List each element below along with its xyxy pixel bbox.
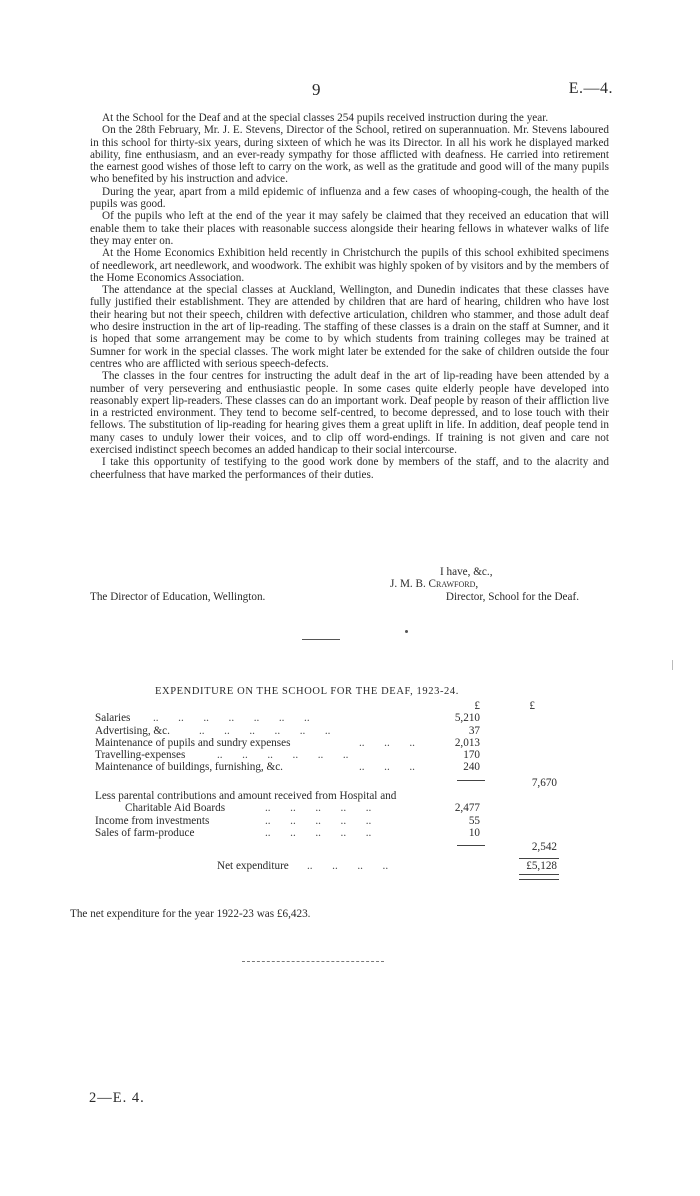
column-header: £ [529,700,535,712]
subtotal-row [95,774,565,789]
table-row [95,815,565,827]
page-number: 9 [312,80,321,99]
leader-dots: .. .. .. .. .. [265,826,372,839]
double-rule [519,874,559,880]
table-row [95,802,565,814]
net-total: £5,128 [526,859,557,872]
closing-row [90,591,609,603]
leader-dots: .. .. .. .. .. .. [199,724,331,737]
paragraph: Of the pupils who left at the end of the year it may safely be claimed that they received an education that will enable them to take their places with reasonable success alongside their hearing fellows in whatever walks of life they may enter on. [90,210,609,247]
addressee: The Director of Education, Wellington. [90,590,266,603]
leader-dots: .. .. .. [359,736,415,749]
leader-dots: .. .. .. [359,761,415,774]
paragraph: The classes in the four centres for instructing the adult deaf in the art of lip-reading have been attended by a number of very persevering and enthusiastic people. In some cases quite elderly people have developed into reasonably expert lip-readers. These classes can do an important work. Deaf people by reason of their affliction live in a restricted environment. They tend to become self-centred, to become depressed, and to lose touch with their fellows. The substitution of lip-reading for hearing gives them a great uplift in life. In addition, deaf people tend in many cases to unduly lower their voices, and to clip off word-endings. If training is not given and care not exercised indistinct speech becomes an added handicap to their social intercourse. [90,370,609,457]
table-row [95,827,565,839]
table-row [95,737,565,749]
item-label: Travelling-expenses [95,749,186,762]
comparison-note: The net expenditure for the year 1922-23 was £6,423. [70,908,311,920]
end-divider [242,961,384,962]
leader-dots: .. .. .. .. .. .. [217,749,349,762]
subtotal-dash [457,845,485,846]
item-amount: 55 [468,814,480,827]
leader-dots: .. .. .. .. .. [265,814,372,827]
item-amount: 37 [468,724,480,737]
paragraph: On the 28th February, Mr. J. E. Stevens, Director of the School, retired on superannuation. Mr. Stevens laboured in this school for thirty-six years, during sixteen of which he was its Director. In all his work he displayed marked ability, fine enthusiasm, and an ever-ready sympathy for those afflicted with deafness. He carried into retirement the earnest good wishes of those left to carry on the work, as well as the gratitude and good will of the many pupils who benefited by his instruction and advice. [90,124,609,186]
table-row [95,749,565,761]
paragraph: The attendance at the special classes at Auckland, Wellington, and Dunedin indicates that these classes have fully justified their establishment. They are attended by children that are hard of hearing, children who have lost their hearing but not their speech, children with defective articulation, children who stammer, and those adult deaf who desire instruction in the art of lip-reading. The staffing of these classes is a drain on the staff at Sumner, and it is hoped that some arrangement may be come to by which students from training colleges may be trained at Sumner for work in the special classes. The work might later be extended for the sake of children outside the four centres who are afflicted with serious speech-defects. [90,284,609,370]
salutation: I have, &c., [440,566,493,578]
item-amount: 10 [468,826,480,839]
leader-dots: .. .. .. .. .. .. .. [153,712,310,725]
expenditure-title: EXPENDITURE ON THE SCHOOL FOR THE DEAF, 1923-24. [155,686,459,697]
letter-closing [90,566,609,603]
paragraph: During the year, apart from a mild epidemic of influenza and a few cases of whooping-cough, the health of the pupils was good. [90,185,609,211]
total-rule [519,858,559,859]
document-reference: E.—4. [568,80,613,97]
leader-dots: .. .. .. .. [307,859,389,872]
table-row [95,790,565,802]
net-row [95,860,565,872]
gross-total: 7,670 [531,776,557,789]
print-dot [405,630,408,633]
table-row [95,712,565,724]
print-mark [672,660,673,670]
item-label: Sales of farm-produce [95,826,195,839]
item-amount: 170 [463,749,480,762]
paragraph: At the School for the Deaf and at the special classes 254 pupils received instruction during the year. [102,112,549,124]
item-label: Maintenance of buildings, furnishing, &c. [95,761,283,774]
signatory-title: Director, School for the Deaf. [445,590,579,603]
paragraph: At the Home Economics Exhibition held recently in Christchurch the pupils of this school exhibited specimens of needlework, art needlework, and woodwork. The exhibit was highly spoken of by visitors and by the members of the Home Economics Association. [90,247,609,284]
page-header [0,80,700,100]
footer-reference: 2—E. 4. [89,1090,145,1106]
table-row [95,761,565,773]
item-amount: 2,477 [454,802,480,815]
leader-dots: .. .. .. .. .. [265,802,372,815]
net-label: Net expenditure [217,859,289,872]
item-amount: 2,013 [454,736,480,749]
subtotal-row [95,839,565,854]
section-divider [302,639,340,640]
expenditure-table [95,700,565,878]
column-header: £ [474,700,480,712]
subtotal-dash [457,780,485,781]
signatory-name: J. M. B. Crawford, [390,578,479,591]
paragraph: I take this opportunity of testifying to the good work done by members of the staff, and to the alacrity and cheerfulness that have marked the performances of their duties. [90,456,609,481]
table-row [95,725,565,737]
item-amount: 5,210 [454,712,480,725]
report-body [90,112,609,481]
item-label: Charitable Aid Boards [125,802,226,815]
item-label: Maintenance of pupils and sundry expenses [95,736,291,749]
item-label: Advertising, &c. [95,724,170,737]
item-label: Salaries [95,712,131,725]
less-label: Less parental contributions and amount received from Hospital and [95,790,397,803]
table-header-row [95,700,565,712]
deductions-total: 2,542 [531,841,557,854]
item-label: Income from investments [95,814,210,827]
item-amount: 240 [463,761,480,774]
